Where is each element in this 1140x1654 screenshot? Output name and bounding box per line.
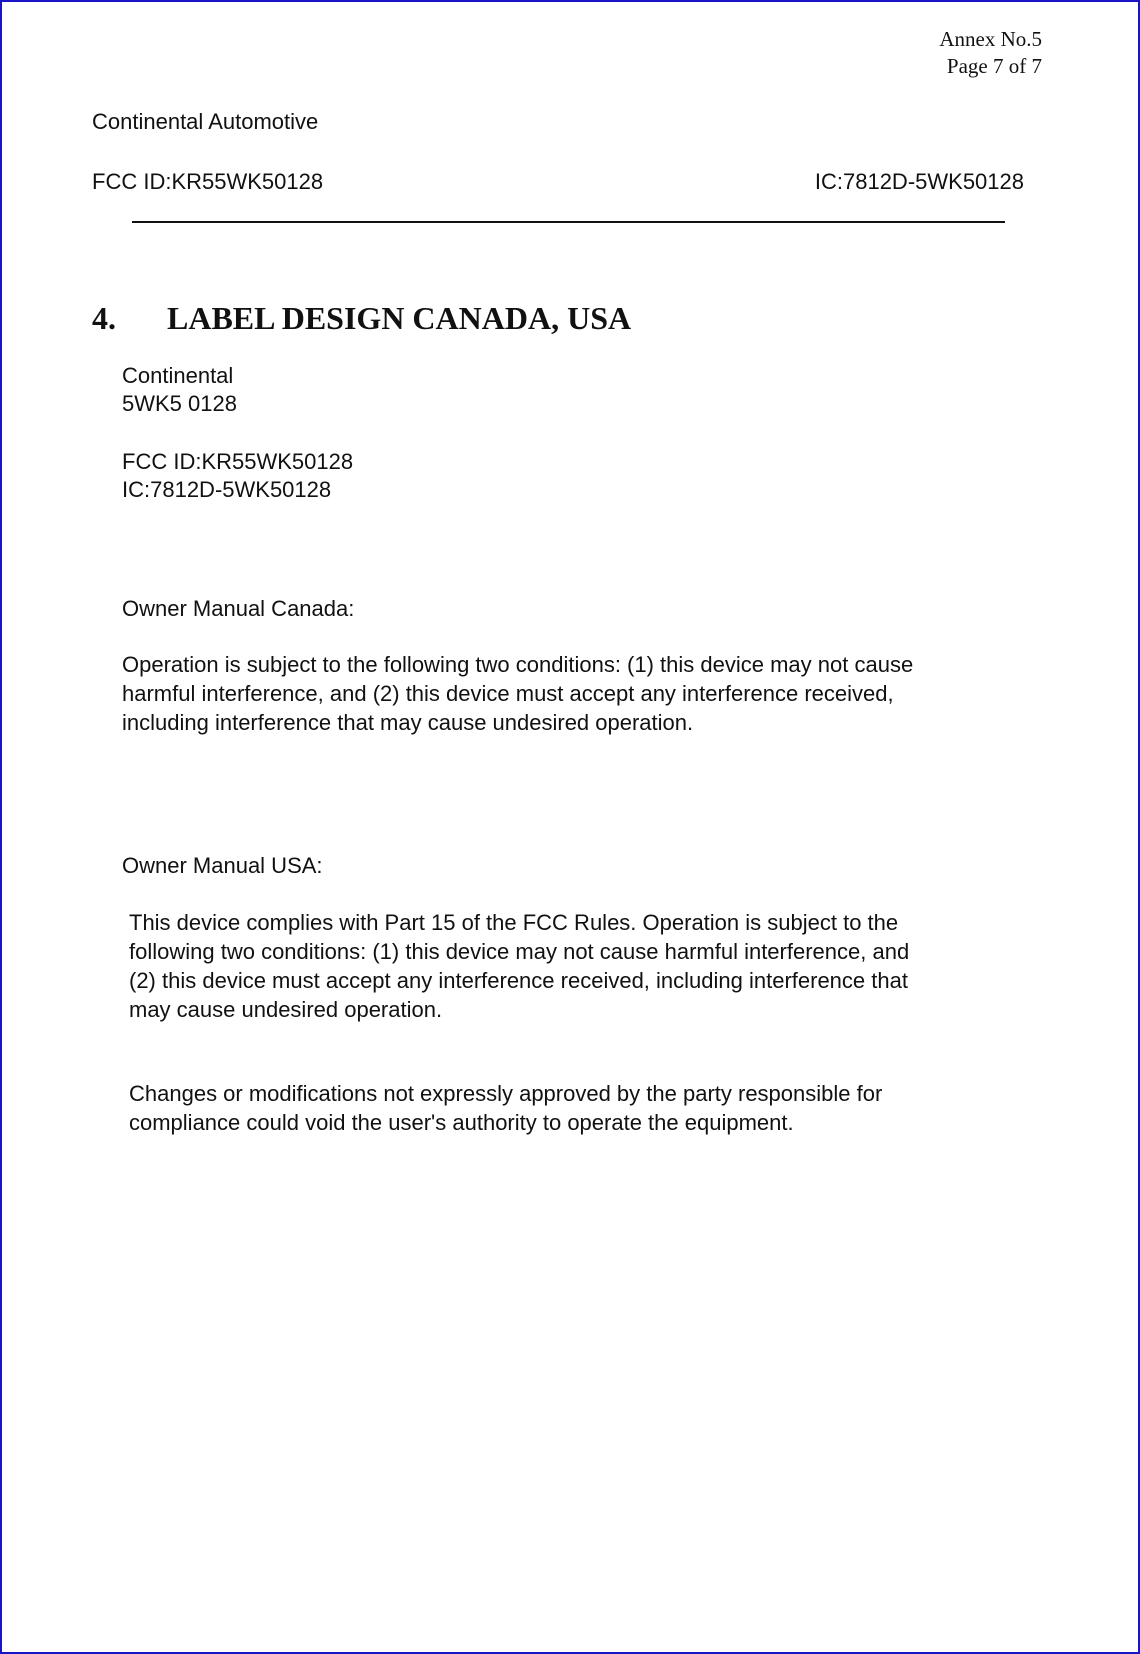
usa-manual-text [129, 908, 909, 1024]
page-number: Page 7 of 7 [946, 54, 1042, 78]
section-number: 4. [92, 300, 116, 336]
label-brand-block [122, 362, 237, 418]
label-brand: Continental [122, 363, 234, 388]
usa-text-line: may cause undesired operation. [129, 997, 443, 1022]
usa-text-line: following two conditions: (1) this device may not cause harmful interference, and [129, 939, 910, 964]
usa-text-line: This device complies with Part 15 of the FCC Rules. Operation is subject to the [129, 910, 899, 935]
section-title: LABEL DESIGN CANADA, USA [167, 300, 632, 336]
label-fcc-id: FCC ID:KR55WK50128 [122, 449, 354, 474]
changes-text-line: compliance could void the user's authority to operate the equipment. [129, 1110, 794, 1135]
changes-text-line: Changes or modifications not expressly approved by the party responsible for [129, 1081, 883, 1106]
label-ic-id: IC:7812D-5WK50128 [122, 477, 332, 502]
usa-text-line: (2) this device must accept any interference received, including interference that [129, 968, 908, 993]
changes-notice-text [129, 1079, 882, 1137]
label-part-number: 5WK5 0128 [122, 391, 237, 416]
header-fcc-id: FCC ID:KR55WK50128 [92, 169, 324, 194]
header-ic-id: IC:7812D-5WK50128 [814, 169, 1024, 194]
header-divider [132, 221, 1005, 223]
canada-text-line: harmful interference, and (2) this device must accept any interference received, [122, 681, 894, 706]
canada-manual-text [122, 650, 913, 737]
usa-manual-heading: Owner Manual USA: [122, 853, 323, 878]
annex-header [939, 26, 1042, 80]
annex-number: Annex No.5 [939, 27, 1042, 51]
canada-text-line: Operation is subject to the following two conditions: (1) this device may not cause [122, 652, 914, 677]
canada-text-line: including interference that may cause undesired operation. [122, 710, 694, 735]
company-name: Continental Automotive [92, 109, 319, 134]
label-ids-block [122, 448, 353, 504]
canada-manual-heading: Owner Manual Canada: [122, 596, 355, 621]
